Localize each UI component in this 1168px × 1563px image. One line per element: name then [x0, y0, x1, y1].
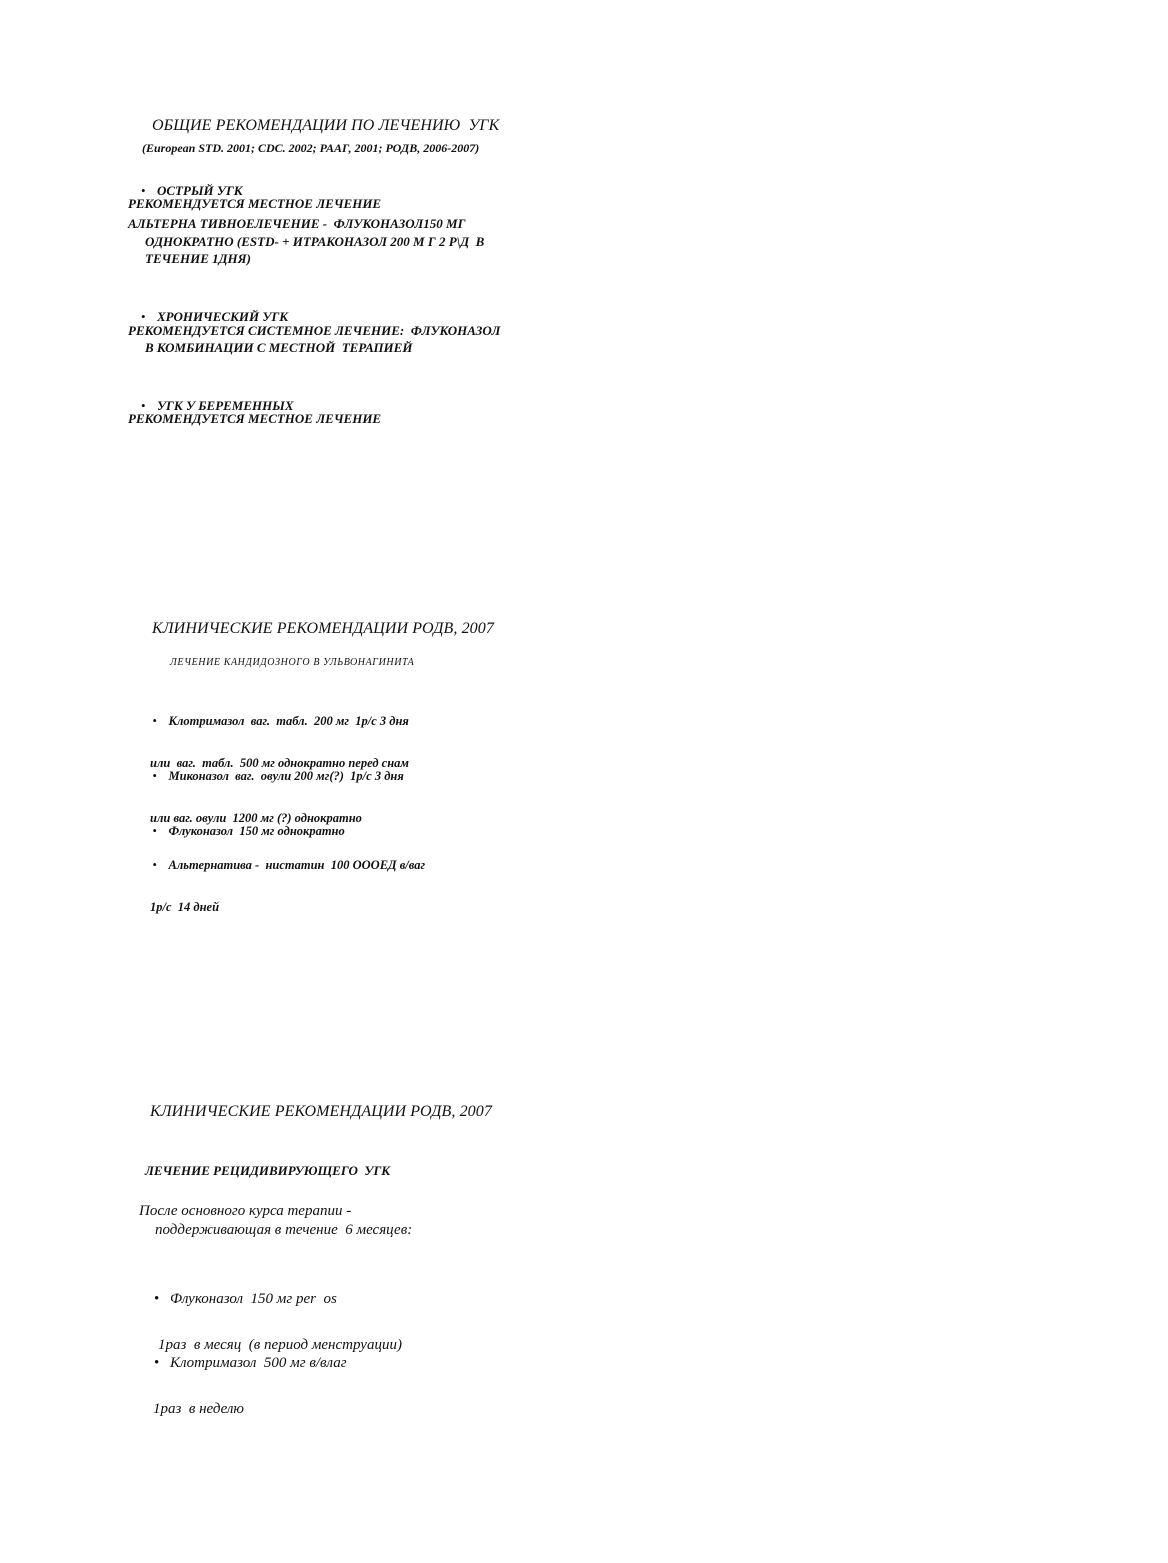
bullet-marker: • — [141, 398, 146, 413]
list-item — [139, 1329, 347, 1467]
bullet-marker: • — [154, 1355, 160, 1371]
bullet-marker: • — [152, 824, 157, 838]
bullet-acute-label: ОСТРЫЙ УГК — [157, 183, 243, 198]
section2-title: КЛИНИЧЕСКИЕ РЕКОМЕНДАЦИИ РОДВ, 2007 — [152, 620, 494, 637]
item-line2: 1раз в неделю — [153, 1401, 245, 1417]
bullet-pregnant-label: УГК У БЕРЕМЕННЫХ — [157, 398, 294, 413]
bullet-marker: • — [152, 714, 157, 728]
item-line1: Миконазол ваг. овули 200 мг(?) 1р/с 3 дня — [168, 769, 404, 783]
section3-title: КЛИНИЧЕСКИЕ РЕКОМЕНДАЦИИ РОДВ, 2007 — [150, 1103, 492, 1120]
item-line2: 1р/с 14 дней — [150, 900, 220, 914]
bullet-marker: • — [141, 309, 146, 324]
section2-subtitle: ЛЕЧЕНИЕ КАНДИДОЗНОГО В УЛЬВОНАГИНИТА — [170, 657, 415, 668]
item-line2: или ваг. овули 1200 мг (?) однократно — [150, 811, 362, 825]
acute-local-treatment: РЕКОМЕНДУЕТСЯ МЕСТНОЕ ЛЕЧЕНИЕ — [128, 196, 382, 211]
acute-alternative-line2: ОДНОКРАТНО (ESTD- + ИТРАКОНАЗОЛ 200 М Г 2 Р\Д В — [145, 234, 485, 249]
pregnant-local-treatment: РЕКОМЕНДУЕТСЯ МЕСТНОЕ ЛЕЧЕНИЕ — [128, 411, 382, 426]
section1-subtitle: (European STD. 2001; CDC. 2002; РААГ, 2001; РОДВ, 2006-2007) — [142, 141, 480, 155]
chronic-systemic-line2: В КОМБИНАЦИИ С МЕСТНОЙ ТЕРАПИЕЙ — [145, 340, 413, 355]
bullet-chronic-label: ХРОНИЧЕСКИЙ УГК — [157, 309, 289, 324]
item-line2: или ваг. табл. 500 мг однократно перед снам — [150, 756, 409, 770]
item-line1: Флуконазол 150 мг per os — [170, 1291, 337, 1307]
chronic-systemic-line1: РЕКОМЕНДУЕТСЯ СИСТЕМНОЕ ЛЕЧЕНИЕ: ФЛУКОНАЗОЛ — [128, 323, 501, 338]
item-line1: Флуконазол 150 мг однократно — [168, 824, 345, 838]
bullet-marker: • — [152, 769, 157, 783]
acute-alternative-line1: АЛЬТЕРНА ТИВНОЕЛЕЧЕНИЕ - ФЛУКОНАЗОЛ150 МГ — [128, 216, 466, 231]
intro-line1: После основного курса терапии - — [139, 1203, 352, 1219]
bullet-marker: • — [141, 183, 146, 198]
intro-line2: поддерживающая в течение 6 месяцев: — [155, 1222, 413, 1238]
section3-subtitle: ЛЕЧЕНИЕ РЕЦИДИВИРУЮЩЕГО УГК — [145, 1163, 391, 1178]
item-line1: Альтернатива - нистатин 100 ОООЕД в/ваг — [168, 858, 426, 872]
bullet-marker: • — [154, 1291, 160, 1307]
bullet-marker: • — [152, 858, 157, 872]
section1-title: ОБЩИЕ РЕКОМЕНДАЦИИ ПО ЛЕЧЕНИЮ УГК — [152, 117, 500, 134]
item-line2: 1раз в месяц (в период менструации) — [158, 1337, 402, 1353]
acute-alternative-line3: ТЕЧЕНИЕ 1ДНЯ) — [145, 251, 251, 266]
item-line1: Клотримазол ваг. табл. 200 мг 1р/с 3 дня — [168, 714, 409, 728]
list-item — [140, 834, 425, 960]
item-line1: Клотримазол 500 мг в/влаг — [170, 1355, 347, 1371]
